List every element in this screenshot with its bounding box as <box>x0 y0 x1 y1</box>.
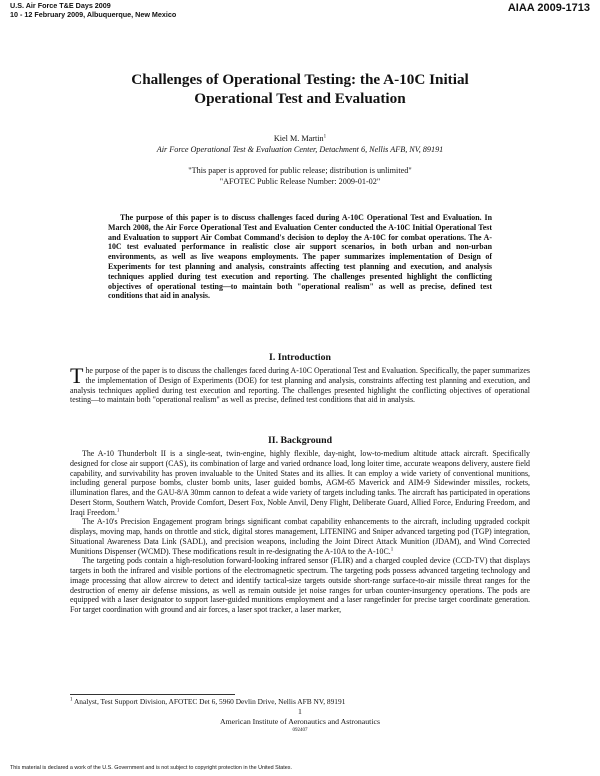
author-name <box>0 134 600 144</box>
footnote-mark: 1 <box>70 697 73 703</box>
intro-dropcap: T <box>70 363 84 388</box>
background-p2-text: The A-10's Precision Engagement program brings significant combat capability enhancements to the aircraft, including upgraded cockpit displays, moving map, hands on throttle and stick, digital stores management, LITENING and Sniper advanced targeting pod (TGP) integration, Situational Awareness Data Link (SADL), and precision weapons, including the Joint Direct Attack Munition (JDAM), and Wind Corrected Munitions Dispenser (WCMD). These modifications result in re-designating the A-10A to the A-10C. <box>70 517 530 556</box>
background-p1-text: The A-10 Thunderbolt II is a single-seat, twin-engine, highly flexible, day-night, low-to-medium altitude attack aircraft. Specifically designed for close air support (CAS), its combination of large and varied ordnance load, long loiter time, accurate weapons delivery, austere field capability, and survivability has proven invaluable to the United States and its allies. It can employ a wide variety of conventional munitions, including general purpose bombs, cluster bomb units, laser guided bombs, AGM-65 Maverick and AIM-9 Sidewinder missiles, rockets, illumination flares, and the GAU-8/A 30mm cannon to defeat a wide variety of targets including tanks. The aircraft has participated in operations Desert Storm, Southern Watch, Provide Comfort, Desert Fox, Noble Anvil, Deny Flight, Deliberate Guard, Allied Force, Enduring Freedom, and Iraqi Freedom. <box>70 449 530 517</box>
background-p2-ref: 1 <box>390 546 394 552</box>
footnote-text: Analyst, Test Support Division, AFOTEC Det 6, 5960 Devlin Drive, Nellis AFB NV, 89191 <box>73 697 346 706</box>
background-paragraph-3: The targeting pods contain a high-resolution forward-looking infrared sensor (FLIR) and a charged coupled device (CCD-TV) that displays targets in both the infrared and visible portions of the electromagnetic spectrum. The targeting pods possess advanced targeting technology and image processing that allow aircrew to detect and identify tactical-size targets outside short-range surface-to-air missile threat ranges for the destruction of enemy air defense missions, as well as remain outside jet noise ranges for urban counter-insurgency operations. The pods are equipped with a laser designator to support laser-guided munitions employment and a laser rangefinder for precise target coordinate generation. For target coordination with ground and air forces, a laser spot tracker, a laser marker, <box>70 556 530 614</box>
abstract: The purpose of this paper is to discuss challenges faced during A-10C Operational Test and Evaluation. In March 2008, the Air Force Operational Test and Evaluation Center conducted the A-10C Initial Operational Test and Evaluation to support Air Combat Command's decision to deploy the A-10C for combat operations. The A-10C test evaluated performance in realistic close air support scenarios, in both urban and non-urban environments, as well as live weapons employments. The paper summarizes implementation of Design of Experiments for test planning and analysis, constraints affecting test planning and execution, and analysis techniques applied during test execution and reporting. The challenges presented highlight the conflicting objectives of operational testing—to maintain both "operational realism" as well as precise, defined test conditions that aid in analysis. <box>108 213 492 301</box>
conference-header <box>10 2 176 19</box>
intro-heading: I. Introduction <box>269 352 331 363</box>
author-affiliation: Air Force Operational Test & Evaluation Center, Detachment 6, Nellis AFB, NV, 89191 <box>156 145 444 154</box>
intro-section <box>70 363 530 405</box>
paper-title <box>60 70 540 108</box>
title-line-2: Operational Test and Evaluation <box>194 90 406 107</box>
background-p1-ref: 1 <box>116 507 120 513</box>
intro-text: he purpose of the paper is to discuss the challenges faced during A-10C Operational Test and Evaluation. Specifically, the paper summarizes the implementation of Design of Experiments (DOE) for test planning and analysis, constraints affecting test planning and execution, and analysis techniques applied during test execution and reporting. The challenges presented highlight the conflicting objectives of operational testing—to maintain both "operational realism" as well as precise, defined test conditions that aid in analysis. <box>70 366 530 405</box>
author-name-text: Kiel M. Martin <box>273 134 324 143</box>
background-paragraph-2 <box>70 517 530 556</box>
publisher-name: American Institute of Aeronautics and Astronautics <box>219 717 380 726</box>
author-footnote-mark: 1 <box>323 134 327 140</box>
copyright-disclaimer: This material is declared a work of the U.S. Government and is not subject to copyright protection in the United States. <box>10 765 292 771</box>
document-code: 092407 <box>292 728 308 733</box>
page-number: 1 <box>298 707 302 716</box>
background-section <box>70 449 530 615</box>
footnote <box>70 697 345 706</box>
release-line-1: "This paper is approved for public release; distribution is unlimited" <box>188 166 412 175</box>
paper-id: AIAA 2009-1713 <box>507 2 590 14</box>
conference-name: U.S. Air Force T&E Days 2009 <box>10 1 111 10</box>
footnote-rule <box>70 694 235 695</box>
release-statement <box>0 166 600 187</box>
background-heading: II. Background <box>267 435 333 446</box>
title-line-1: Challenges of Operational Testing: the A-10C Initial <box>131 71 469 88</box>
conference-dates: 10 - 12 February 2009, Albuquerque, New Mexico <box>10 9 177 19</box>
release-line-2: "AFOTEC Public Release Number: 2009-01-02" <box>219 176 381 186</box>
background-paragraph-1 <box>70 449 530 517</box>
